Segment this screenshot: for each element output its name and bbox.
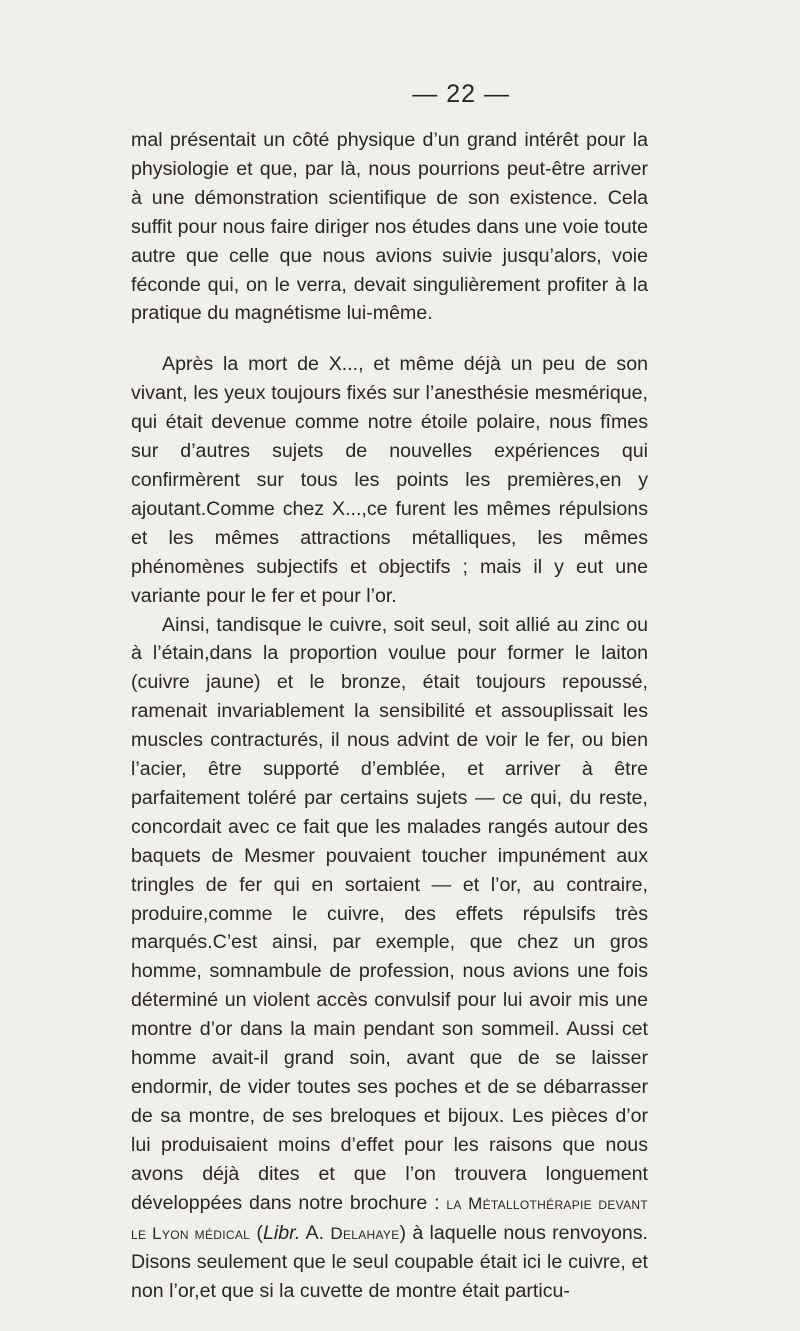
paragraph-3 [131,611,648,1307]
paren-open: ( [250,1221,263,1244]
publisher-abbrev: Libr. [262,1221,301,1244]
page-number: — 22 — [412,80,510,108]
brochure-title: la Métallothérapie devant le Lyon médical [131,1193,648,1243]
publisher-name: Delahaye [330,1223,400,1243]
publisher-initial: A. [300,1221,331,1244]
body-text [0,126,795,1306]
paragraph-2: Après la mort de X..., et même déjà un peu de son vivant, les yeux toujours fixés sur l’anesthésie mesmérique, qui était devenue comme notre étoile polaire, nous fîmes sur d’autres sujets de nouvelles expériences qui confirmèrent sur tous les points les premières,en y ajoutant.Comme chez X...,ce furent les mêmes répulsions et les mêmes attractions métalliques, les mêmes phénomènes subjectifs et objectifs ; mais il y eut une variante pour le fer et pour l’or. [131,353,648,607]
paragraph-3-end: ) à laquelle nous renvoyons. Disons seulement que le seul coupable était ici le cuivre, et non l’or,et que si la cuvette de montre était particu- [131,1221,649,1303]
paragraph-1: mal présentait un côté physique d’un grand intérêt pour la physiologie et que, par là, nous pourrions peut-être arriver à une démonstration scientifique de son existence. Cela suffit pour nous faire diriger nos études dans une voie toute autre que celle que nous avions suivie jusqu’alors, voie féconde qui, on le verra, devait singulièrement profiter à la pratique du magnétisme lui-même. [131,129,648,325]
paragraph-3-text: Ainsi, tandisque le cuivre, soit seul, soit allié au zinc ou à l’étain,dans la proportion voulue pour former le laiton (cuivre jaune) et le bronze, était toujours repoussé, ramenait invariablement la sensibilité et assouplissait les muscles contracturés, il nous advint de voir le fer, ou bien l’acier, être supporté d’emblée, et arriver à être parfaitement toléré par certains sujets — ce qui, du reste, concordait avec ce fait que les malades rangés autour des baquets de Mesmer pouvaient toucher impunément aux tringles de fer qui en sortaient — et l’or, au contraire, produire,comme le cuivre, des effets répulsifs très marqués.C’est ainsi, par exemple, que chez un gros homme, somnambule de profession, nous avions une fois déterminé un violent accès convulsif pour lui avoir mis une montre d’or dans la main pendant son sommeil. Aussi cet homme avait-il grand soin, avant que de se laisser endormir, de vider toutes ses poches et de se débarrasser de sa montre, de ses breloques et bijoux. Les pièces d’or lui produisaient moins d’effet pour les raisons que nous avons déjà dites et que l’on trouvera longuement développées dans notre brochure : [131,613,648,1214]
